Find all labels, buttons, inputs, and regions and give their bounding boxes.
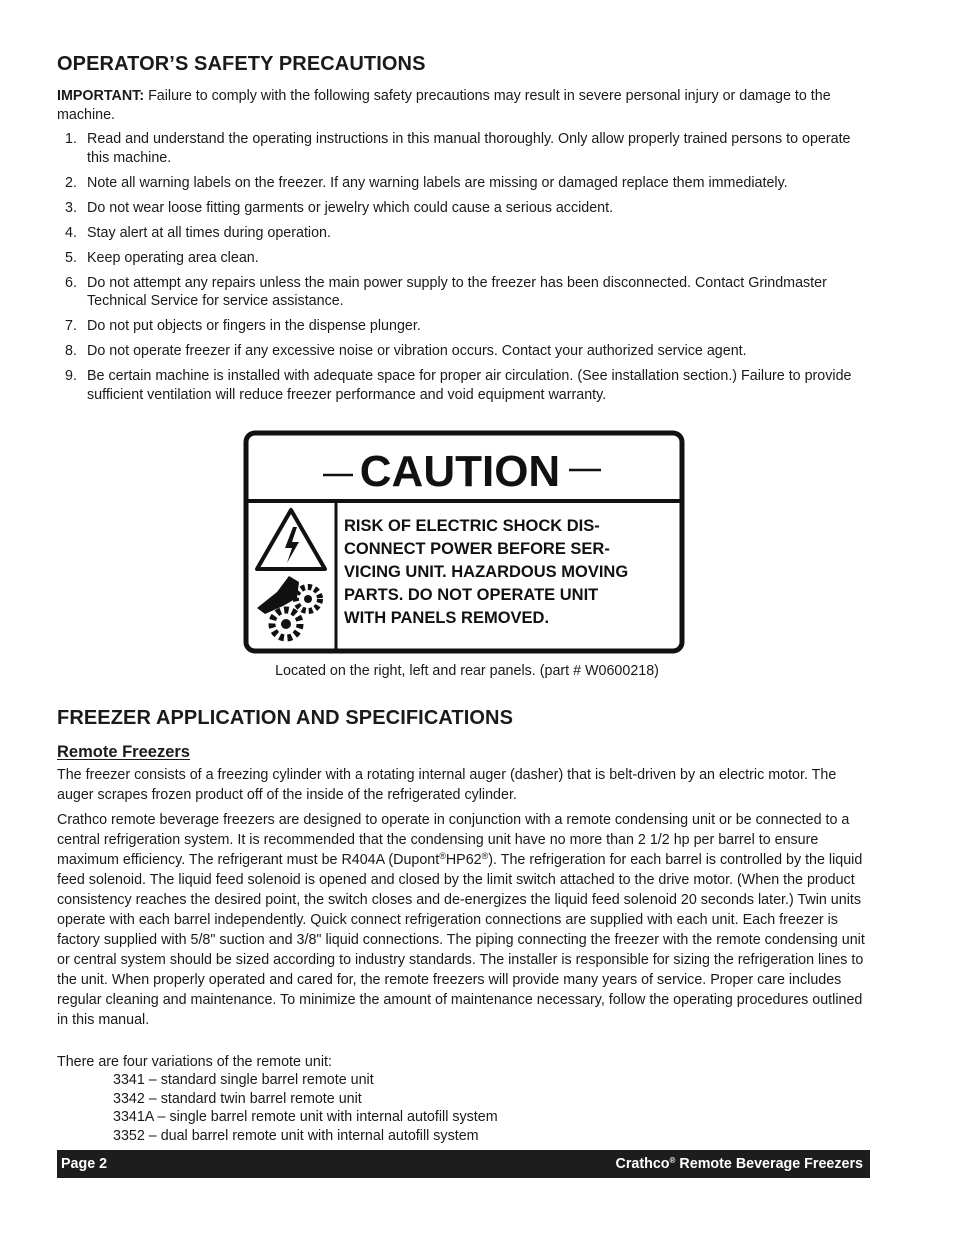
footer-brand: Crathco xyxy=(615,1156,670,1172)
important-text: Failure to comply with the following safety precautions may result in severe personal injury or damage to the machine. xyxy=(57,88,831,123)
paragraph: The freezer consists of a freezing cylinder with a rotating internal auger (dasher) that is belt-driven by an electric motor. The auger scrapes frozen product off of the inside of the refrigerated cylinder. xyxy=(57,767,837,803)
page-footer xyxy=(57,1150,870,1178)
subsection-title-remote-freezers: Remote Freezers xyxy=(57,743,190,761)
caution-heading: CAUTION xyxy=(359,447,561,496)
paragraph-text: Crathco remote beverage freezers are designed to operate in conjunction with a remote condensing unit or be connected to a central refrigeration system. It is recommended that the condensing unit have no more than 2 1/2 hp per barrel to ensure maximum efficiency. The refrigerant must be R404A (Dupont xyxy=(57,812,850,868)
registered-mark: ® xyxy=(481,851,489,861)
item-text: Do not operate freezer if any excessive noise or vibration occurs. Contact your authorized service agent. xyxy=(87,343,747,359)
item-text: Note all warning labels on the freezer. If any warning labels are missing or damaged replace them immediately. xyxy=(87,174,788,191)
item-text: Be certain machine is installed with adequate space for proper air circulation. (See installation section.) Failure to provide sufficient ventilation will reduce freezer performance and void equipment warranty. xyxy=(87,368,852,403)
item-number: 5. xyxy=(65,249,77,266)
list-item xyxy=(57,174,872,193)
list-item xyxy=(57,224,872,243)
list-item: 3341A – single barrel remote unit with internal autofill system xyxy=(113,1109,498,1126)
registered-mark: ® xyxy=(669,1156,676,1165)
paragraph-text: HP62 xyxy=(445,852,482,868)
list-item: 3352 – dual barrel remote unit with internal autofill system xyxy=(113,1128,479,1145)
item-text: Do not wear loose fitting garments or jewelry which could cause a serious accident. xyxy=(87,199,614,216)
important-label: IMPORTANT: xyxy=(57,88,145,104)
variations-list xyxy=(113,1071,498,1146)
caution-caption: Located on the right, left and rear panels. (part # W0600218) xyxy=(275,663,659,679)
list-item: 3342 – standard twin barrel remote unit xyxy=(113,1090,362,1107)
item-number: 6. xyxy=(65,274,77,291)
caution-line: CONNECT POWER BEFORE SER- xyxy=(344,540,610,558)
page-number: Page 2 xyxy=(61,1156,108,1172)
paragraph xyxy=(57,810,872,1030)
item-number: 7. xyxy=(65,318,77,334)
caution-line: WITH PANELS REMOVED. xyxy=(344,609,550,627)
caution-line: PARTS. DO NOT OPERATE UNIT xyxy=(344,586,599,604)
item-text: Do not attempt any repairs unless the main power supply to the freezer has been disconnected. Contact Grindmaster Technical Service for service assistance. xyxy=(87,274,827,309)
caution-label-graphic xyxy=(243,430,685,654)
item-number: 8. xyxy=(65,343,77,359)
section-title-application: FREEZER APPLICATION AND SPECIFICATIONS xyxy=(57,707,514,729)
paragraph-text: ). The refrigeration for each barrel is controlled by the liquid feed solenoid. The liquid feed solenoid is opened and closed by the limit switch attached to the drive motor. (When the product consistency reaches the desired point, the switch closes and de-energizes the liquid feed solenoid 20 seconds later.) Twin units operate with each barrel independently. Quick connect refrigeration connections are supplied with each unit. Each freezer is factory supplied with 5/8" suction and 3/8" liquid connections. The piping connecting the freezer with the remote condensing unit or central system should be sized according to industry standards. The installer is responsible for sizing the refrigeration lines to the unit. When properly operated and cared for, the remote freezers will provide many years of service. Proper care includes regular cleaning and maintenance. To minimize the amount of maintenance necessary, follow the operating procedures outlined in this manual. xyxy=(57,852,865,1028)
list-item xyxy=(57,199,872,218)
list-item xyxy=(57,130,872,167)
section-title-safety: OPERATOR’S SAFETY PRECAUTIONS xyxy=(57,53,426,75)
list-item: 3341 – standard single barrel remote unit xyxy=(113,1072,374,1088)
caution-line: RISK OF ELECTRIC SHOCK DIS- xyxy=(344,517,600,535)
important-notice xyxy=(57,87,869,125)
item-number: 3. xyxy=(65,199,77,216)
precautions-list xyxy=(57,130,872,411)
item-text: Keep operating area clean. xyxy=(87,249,259,266)
item-number: 9. xyxy=(65,368,77,384)
item-text: Read and understand the operating instructions in this manual thoroughly. Only allow properly trained persons to operate this machine. xyxy=(87,131,851,166)
item-text: Stay alert at all times during operation. xyxy=(87,224,331,241)
caution-line: VICING UNIT. HAZARDOUS MOVING xyxy=(344,563,629,581)
list-item xyxy=(57,317,872,336)
caution-label xyxy=(243,430,685,654)
paragraph: There are four variations of the remote unit: xyxy=(57,1054,332,1070)
list-item xyxy=(57,249,872,268)
registered-mark: ® xyxy=(439,851,446,861)
list-item xyxy=(57,367,872,404)
item-number: 2. xyxy=(65,174,77,191)
list-item xyxy=(57,342,872,361)
footer-title xyxy=(616,1156,863,1172)
item-text: Do not put objects or fingers in the dispense plunger. xyxy=(87,318,421,334)
item-number: 4. xyxy=(65,224,77,241)
item-number: 1. xyxy=(65,131,77,147)
footer-product: Remote Beverage Freezers xyxy=(675,1156,863,1172)
list-item xyxy=(57,274,872,311)
